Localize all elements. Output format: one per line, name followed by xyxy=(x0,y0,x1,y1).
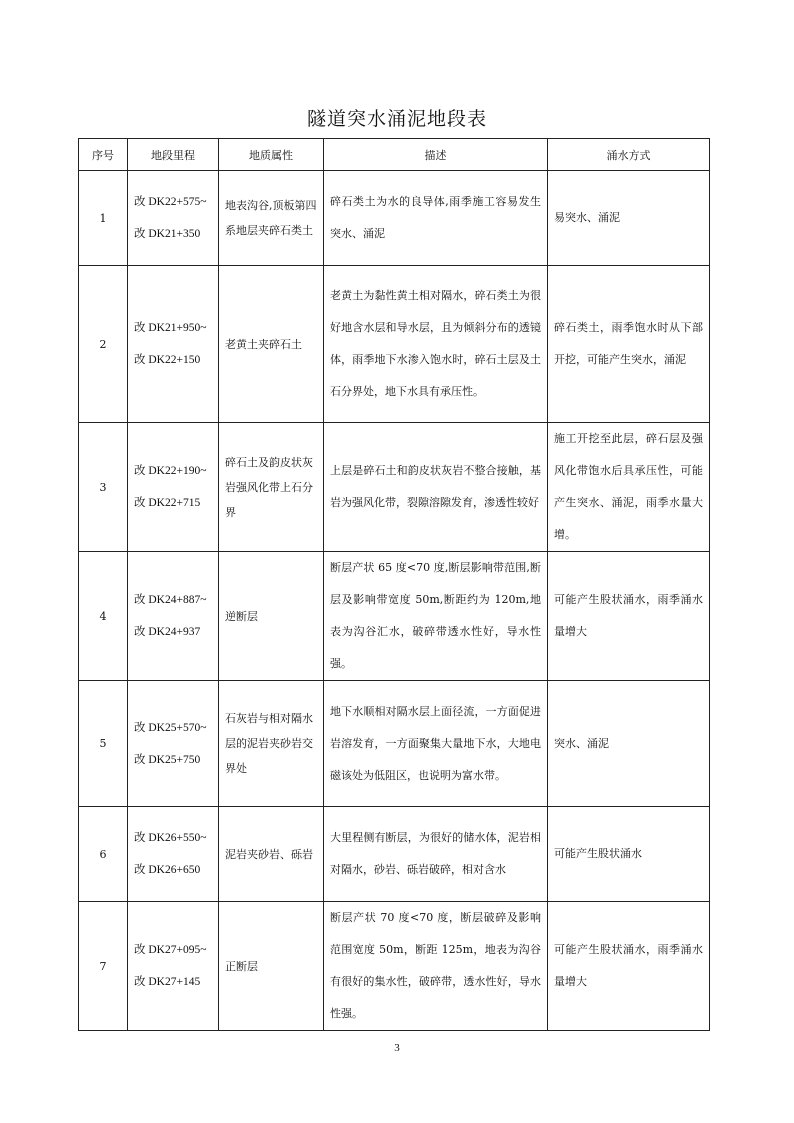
cell-mode: 易突水、涌泥 xyxy=(548,171,710,266)
cell-chainage xyxy=(128,423,219,552)
cell-geology: 石灰岩与相对隔水层的泥岩夹砂岩交界处 xyxy=(219,681,324,807)
chainage-end: 改 DK26+650 xyxy=(134,864,201,876)
table-row xyxy=(79,171,710,266)
table-row xyxy=(79,266,710,423)
chainage-end: 改 DK22+715 xyxy=(134,497,201,509)
cell-description: 大里程侧有断层，为很好的储水体，泥岩相对隔水，砂岩、砾岩破碎，相对含水 xyxy=(324,807,548,902)
cell-chainage xyxy=(128,902,219,1031)
cell-description: 老黄土为黏性黄土相对隔水，碎石类土为很好地含水层和导水层，且为倾斜分布的透镜体，雨季地下水渗入饱水时，碎石土层及土石分界处，地下水具有承压性。 xyxy=(324,266,548,423)
cell-no: 7 xyxy=(79,902,128,1031)
cell-no: 1 xyxy=(79,171,128,266)
document-title: 隧道突水涌泥地段表 xyxy=(306,108,487,130)
cell-mode: 突水、涌泥 xyxy=(548,681,710,807)
chainage-start: 改 DK21+950~ xyxy=(134,322,207,334)
table-row xyxy=(79,902,710,1031)
cell-no: 2 xyxy=(79,266,128,423)
cell-chainage xyxy=(128,681,219,807)
cell-mode: 施工开挖至此层，碎石层及强风化带饱水后具承压性，可能产生突水、涌泥，雨季水量大增。 xyxy=(548,423,710,552)
header-mode: 涌水方式 xyxy=(548,139,710,171)
cell-chainage xyxy=(128,171,219,266)
cell-geology: 老黄土夹碎石土 xyxy=(219,266,324,423)
table-header-row xyxy=(79,139,710,171)
cell-mode: 可能产生股状涌水 xyxy=(548,807,710,902)
cell-no: 5 xyxy=(79,681,128,807)
cell-mode: 可能产生股状涌水，雨季涌水量增大 xyxy=(548,552,710,681)
header-geology: 地质属性 xyxy=(219,139,324,171)
chainage-end: 改 DK24+937 xyxy=(134,626,201,638)
cell-chainage xyxy=(128,266,219,423)
chainage-end: 改 DK25+750 xyxy=(134,753,201,766)
cell-no: 6 xyxy=(79,807,128,902)
page-number: 3 xyxy=(394,1042,400,1054)
table-row xyxy=(79,681,710,807)
cell-chainage xyxy=(128,552,219,681)
header-chainage: 地段里程 xyxy=(128,139,219,171)
chainage-start: 改 DK22+575~ xyxy=(134,196,207,208)
cell-mode: 可能产生股状涌水，雨季涌水量增大 xyxy=(548,902,710,1031)
cell-mode: 碎石类土，雨季饱水时从下部开挖，可能产生突水，涌泥 xyxy=(548,266,710,423)
cell-geology: 地表沟谷,顶板第四系地层夹碎石类土 xyxy=(219,171,324,266)
chainage-end: 改 DK21+350 xyxy=(134,228,201,240)
header-description: 描述 xyxy=(324,139,548,171)
cell-geology: 正断层 xyxy=(219,902,324,1031)
water-inrush-table xyxy=(78,138,710,1031)
chainage-start: 改 DK25+570~ xyxy=(134,721,207,734)
cell-geology: 碎石土及韵皮状灰岩强风化带上石分界 xyxy=(219,423,324,552)
table-row xyxy=(79,807,710,902)
chainage-start: 改 DK22+190~ xyxy=(134,465,207,477)
cell-no: 3 xyxy=(79,423,128,552)
chainage-start: 改 DK26+550~ xyxy=(134,832,207,844)
cell-geology: 逆断层 xyxy=(219,552,324,681)
header-no: 序号 xyxy=(79,139,128,171)
cell-description: 断层产状 70 度<70 度，断层破碎及影响范围宽度 50m，断距 125m，地表为沟谷有很好的集水性，破碎带，透水性好，导水性强。 xyxy=(324,902,548,1031)
table-row xyxy=(79,423,710,552)
cell-description: 地下水顺相对隔水层上面径流，一方面促进岩溶发育，一方面聚集大量地下水，大地电磁该处为低阻区，也说明为富水带。 xyxy=(324,681,548,807)
chainage-end: 改 DK22+150 xyxy=(134,354,201,366)
chainage-start: 改 DK24+887~ xyxy=(134,594,207,606)
cell-description: 碎石类土为水的良导体,雨季施工容易发生突水、涌泥 xyxy=(324,171,548,266)
chainage-start: 改 DK27+095~ xyxy=(134,944,207,956)
cell-description: 断层产状 65 度<70 度,断层影响带范围,断层及影响带宽度 50m,断距约为 120m,地表为沟谷汇水，破碎带透水性好，导水性强。 xyxy=(324,552,548,681)
cell-chainage xyxy=(128,807,219,902)
cell-description: 上层是碎石土和韵皮状灰岩不整合接触，基岩为强风化带，裂隙溶隙发育，渗透性较好 xyxy=(324,423,548,552)
table-row xyxy=(79,552,710,681)
chainage-end: 改 DK27+145 xyxy=(134,976,201,988)
cell-geology: 泥岩夹砂岩、砾岩 xyxy=(219,807,324,902)
cell-no: 4 xyxy=(79,552,128,681)
